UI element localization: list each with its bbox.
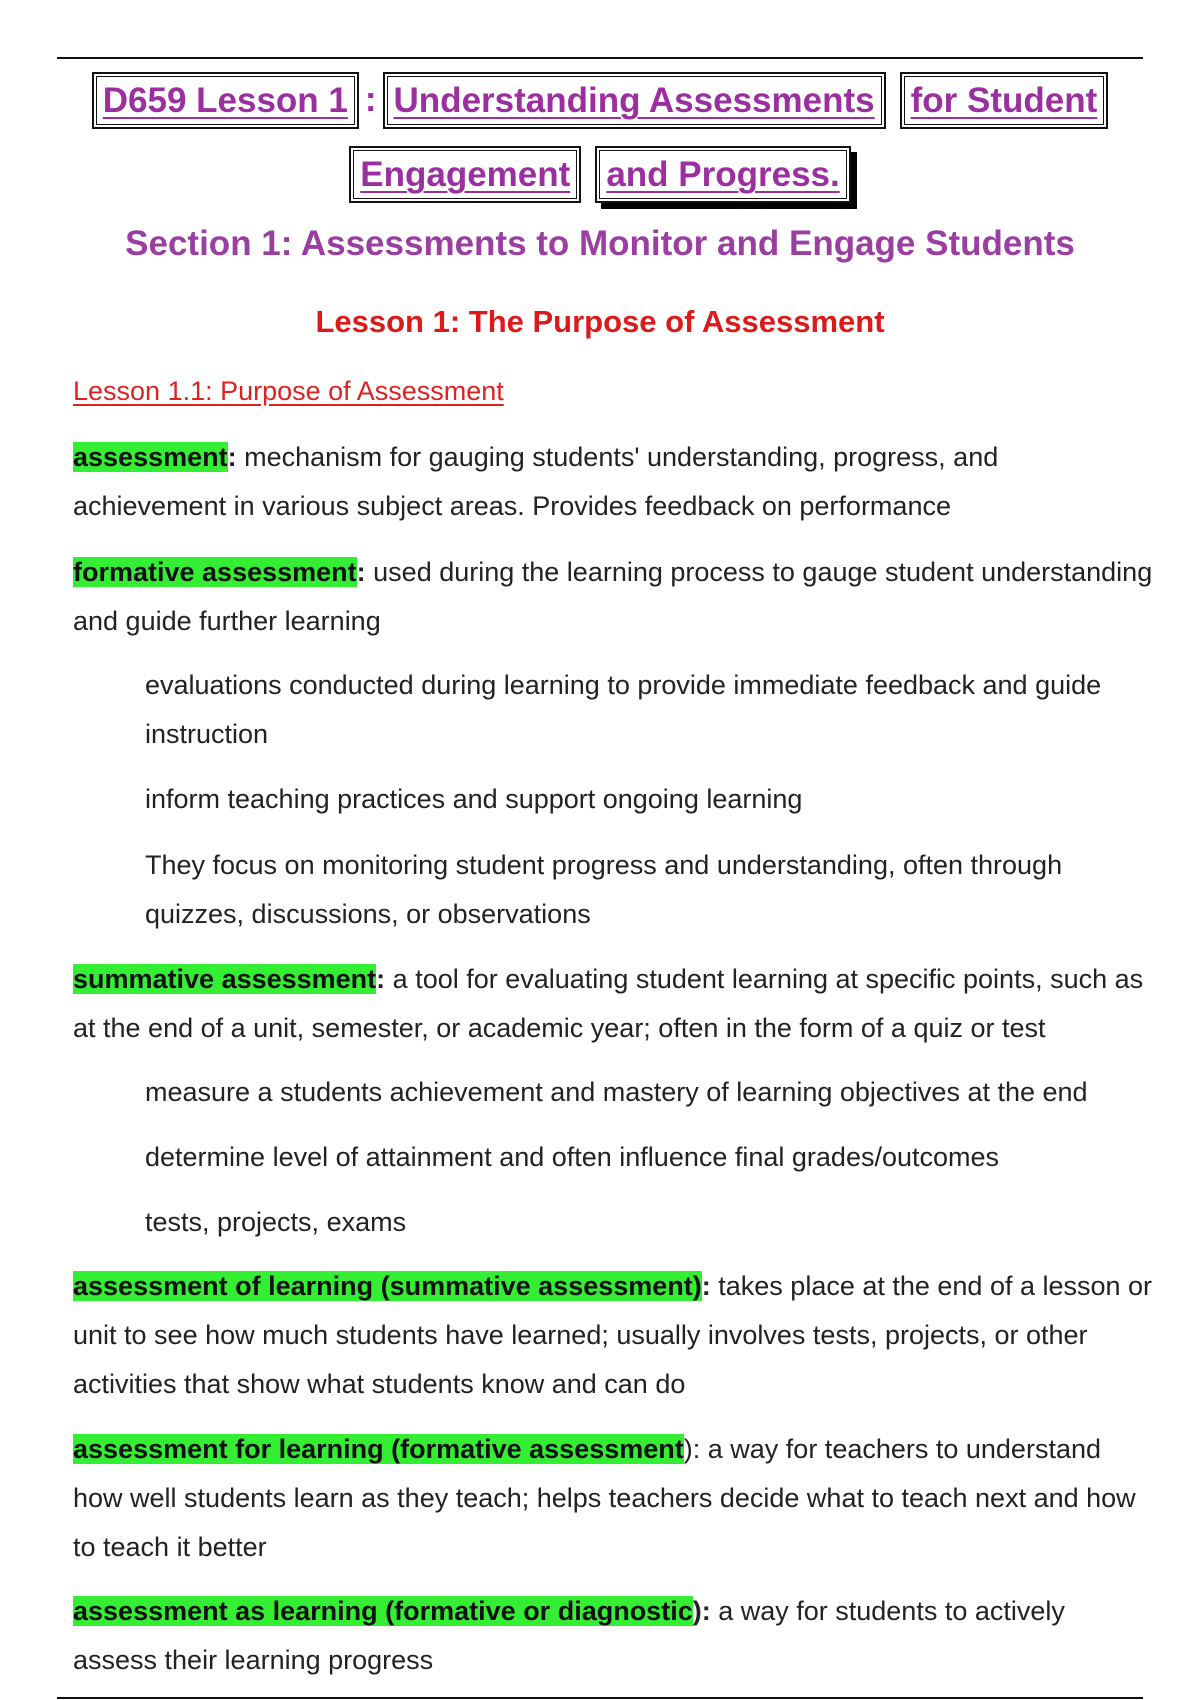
term-highlight: summative assessment [73,964,377,994]
term-highlight: assessment of learning (summative assessment) [73,1271,702,1301]
definition-text: mechanism for gauging students' understanding, progress, and achievement in various subject areas. Provides feedback on performance [73,442,999,521]
indented-note: determine level of attainment and often influence final grades/outcomes [145,1142,1000,1172]
document-title-row-2 [0,146,1200,203]
title-part: D659 Lesson 1 [96,76,355,125]
title-colon: : [364,80,377,119]
title-box-progress [595,146,850,203]
indented-note: inform teaching practices and support ongoing learning [145,784,803,814]
definition-text: a way for students to actively assess their learning progress [73,1596,1065,1675]
definition-text: takes place at the end of a lesson or unit to see how much students have learned; usually involves tests, projects, or other activities that show what students know and can do [73,1271,1153,1399]
title-part: and Progress. [599,150,846,199]
document-title-row-1 [0,72,1200,129]
term-highlight: assessment for learning (formative assessment [73,1434,684,1464]
definition-assessment [73,433,1153,531]
term-separator: : [227,442,237,472]
top-rule [57,57,1143,59]
indented-note: measure a students achievement and mastery of learning objectives at the end [145,1077,1088,1107]
term-separator: ): [692,1596,711,1626]
indented-note: tests, projects, exams [145,1207,407,1237]
term-separator: : [701,1271,711,1301]
title-box-engagement [349,146,581,203]
indented-note: They focus on monitoring student progress and understanding, often through quizzes, discussions, or observations [145,850,1063,929]
definition-text: a way for teachers to understand how well students learn as they teach; helps teachers decide what to teach next and how to teach it better [73,1434,1136,1562]
title-box-lesson [92,72,359,129]
title-part: for Student [904,76,1105,125]
title-box-for-student [900,72,1109,129]
definition-assessment-as-learning [73,1587,1153,1685]
term-highlight: formative assessment [73,557,357,587]
title-part: Understanding Assessments [387,76,882,125]
definition-summative [73,955,1153,1053]
term-highlight: assessment [73,442,228,472]
title-box-understanding [383,72,886,129]
section-title: Section 1: Assessments to Monitor and Engage Students [125,224,1075,263]
bottom-rule [57,1697,1143,1699]
title-part: Engagement [353,150,577,199]
indented-note: evaluations conducted during learning to provide immediate feedback and guide instruction [145,670,1102,749]
term-separator: : [356,557,366,587]
definition-formative [73,548,1153,646]
term-separator: ): [683,1434,701,1464]
definition-assessment-for-learning [73,1425,1153,1572]
definition-text: a tool for evaluating student learning at specific points, such as at the end of a unit, semester, or academic year; often in the form of a quiz or test [73,964,1144,1043]
lesson-title: Lesson 1: The Purpose of Assessment [315,304,885,339]
definition-assessment-of-learning [73,1262,1153,1409]
term-separator: : [376,964,386,994]
definition-text: used during the learning process to gauge student understanding and guide further learning [73,557,1153,636]
sub-lesson-heading: Lesson 1.1: Purpose of Assessment [73,376,504,406]
term-highlight: assessment as learning (formative or diagnostic [73,1596,693,1626]
